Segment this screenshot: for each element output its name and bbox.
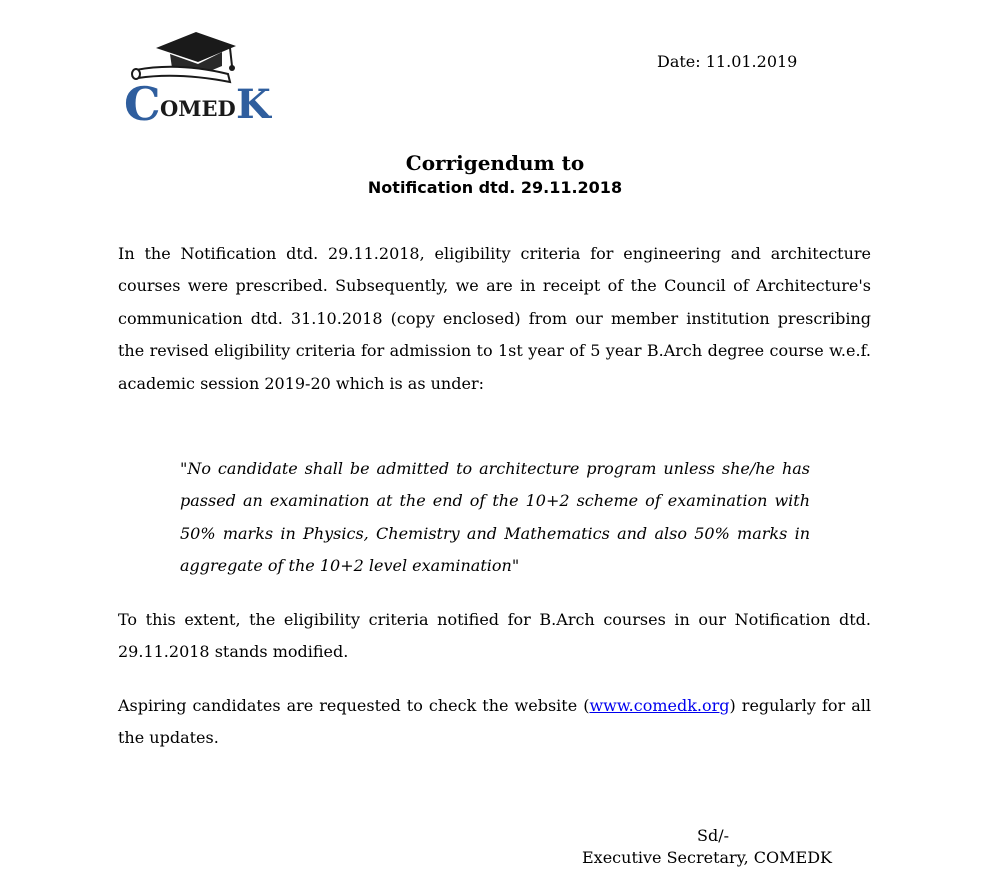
title-block: [0, 150, 990, 200]
paragraph-website-notice: [118, 690, 871, 755]
website-link[interactable]: www.comedk.org: [589, 696, 730, 715]
signature-title: Executive Secretary, COMEDK: [582, 848, 832, 867]
logo-letter-k: K: [236, 81, 271, 126]
website-notice-text-before: Aspiring candidates are requested to check the website (: [118, 696, 590, 715]
comedk-logo: [118, 26, 283, 126]
paragraph-eligibility-intro: In the Notification dtd. 29.11.2018, eligibility criteria for engineering and architecture courses were prescribed. Subsequently, we are in receipt of the Council of Architecture's communication dtd. 31.10.2018 (copy enclosed) from our member institution prescribing the revised eligibility criteria for admission to 1st year of 5 year B.Arch degree course w.e.f. academic session 2019-20 which is as under:: [118, 244, 871, 393]
signature-sd: Sd/-: [697, 826, 729, 845]
document-title: Corrigendum to: [405, 151, 585, 175]
paragraph-modification: To this extent, the eligibility criteria notified for B.Arch courses in our Notification dtd. 29.11.2018 stands modified.: [118, 610, 871, 662]
logo-letter-c: C: [124, 77, 161, 126]
logo-letters-omed: OMED: [160, 96, 236, 121]
document-subtitle: Notification dtd. 29.11.2018: [367, 178, 623, 197]
website-notice-text-after: ) regularly for all the updates.: [118, 696, 871, 748]
document-date: Date: 11.01.2019: [657, 52, 798, 71]
quoted-criteria: "No candidate shall be admitted to architecture program unless she/he has passed an examination at the end of the 10+2 scheme of examination with 50% marks in Physics, Chemistry and Mathematics and also 50% marks in aggregate of the 10+2 level examination": [180, 459, 810, 576]
